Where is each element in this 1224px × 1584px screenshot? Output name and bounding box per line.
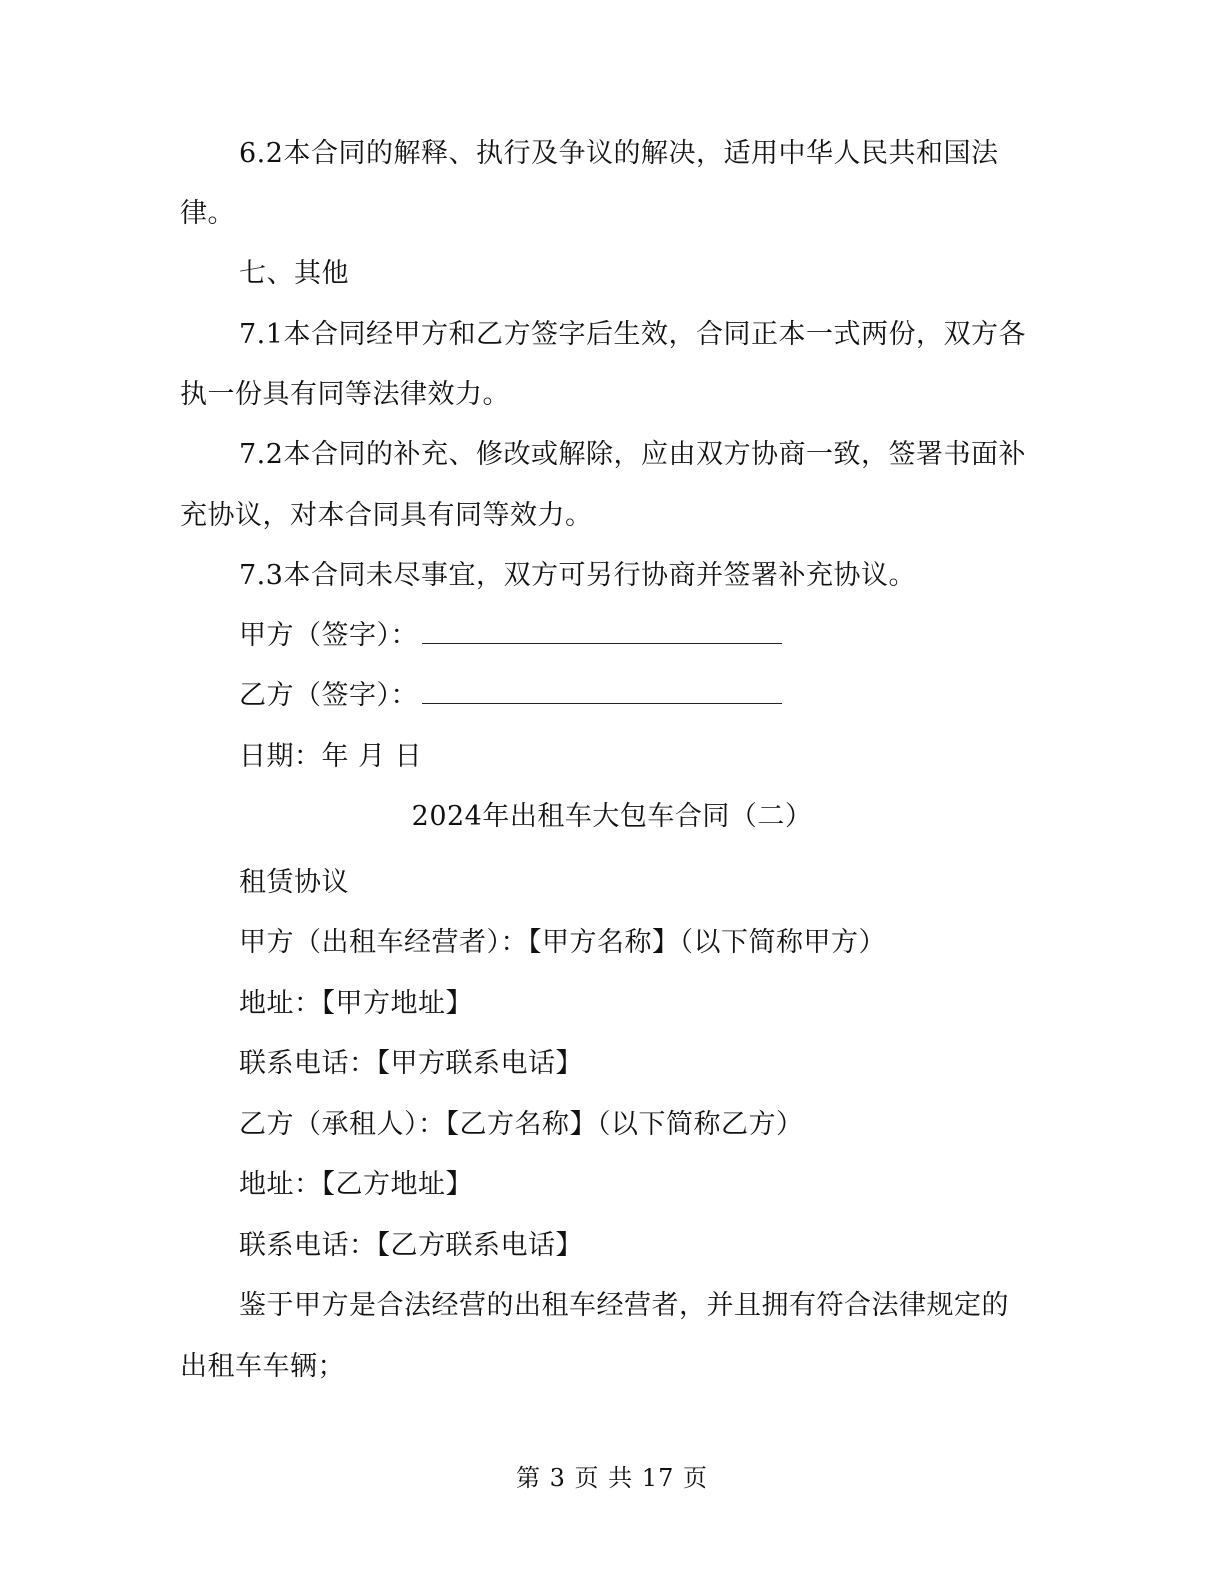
party-a-signature-line (422, 621, 782, 644)
party-a-signature-label: 甲方（签字）： (239, 620, 418, 651)
clause-7-2-line-1: 7.2本合同的补充、修改或解除，应由双方协商一致，签署书面补 (239, 439, 1026, 470)
contract-2-title: 2024年出租车大包车合同（二） (411, 801, 813, 832)
clause-6-2-line-2: 律。 (180, 198, 235, 229)
party-b-phone: 联系电话：【乙方联系电话】 (239, 1230, 583, 1261)
party-b-info: 乙方（承租人）：【乙方名称】（以下简称乙方） (239, 1109, 804, 1140)
clause-7-2-line-2: 充协议，对本合同具有同等效力。 (180, 500, 593, 531)
party-b-signature-line (422, 681, 782, 704)
party-b-address: 地址：【乙方地址】 (239, 1169, 473, 1200)
date-label: 日期：年 月 日 (239, 741, 423, 772)
party-a-signature-row (239, 618, 782, 654)
clause-6-2-line-1: 6.2本合同的解释、执行及争议的解决，适用中华人民共和国法 (239, 138, 999, 169)
contract-2-subtitle: 租赁协议 (239, 867, 349, 898)
clause-7-1-line-1: 7.1本合同经甲方和乙方签字后生效，合同正本一式两份，双方各 (239, 319, 1026, 350)
whereas-line-2: 出租车车辆； (180, 1351, 345, 1382)
party-a-phone: 联系电话：【甲方联系电话】 (239, 1048, 583, 1079)
whereas-line-1: 鉴于甲方是合法经营的出租车经营者，并且拥有符合法律规定的 (239, 1290, 1009, 1321)
party-a-address: 地址：【甲方地址】 (239, 988, 473, 1019)
party-b-signature-row (239, 678, 782, 714)
clause-7-1-line-2: 执一份具有同等法律效力。 (180, 379, 510, 410)
page-number-footer: 第 3 页 共 17 页 (516, 1464, 708, 1492)
party-a-info: 甲方（出租车经营者）：【甲方名称】（以下简称甲方） (239, 927, 886, 958)
party-b-signature-label: 乙方（签字）： (239, 680, 418, 711)
section-7-heading: 七、其他 (239, 258, 349, 289)
clause-7-3: 7.3本合同未尽事宜，双方可另行协商并签署补充协议。 (239, 560, 916, 591)
